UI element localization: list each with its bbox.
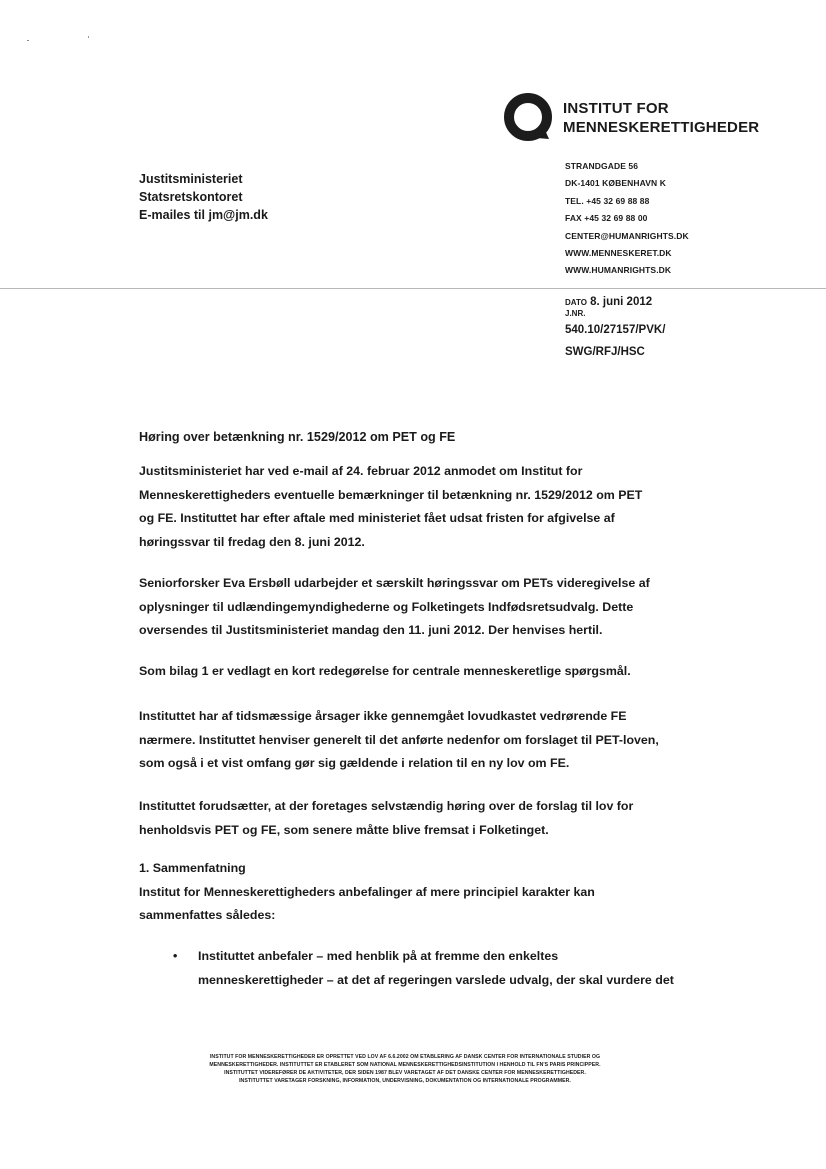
recipient-line: Statsretskontoret	[139, 190, 243, 204]
text-line: Som bilag 1 er vedlagt en kort redegørelse for centrale menneskeretlige spørgsmål.	[139, 664, 631, 678]
logo-line-1: INSTITUT FOR	[563, 100, 669, 117]
text-line: oplysninger til udlændingemyndighederne og Folketingets Indfødsretsudvalg. Dette	[139, 599, 634, 614]
footer-line: MENNESKERETTIGHEDER. INSTITUTTET ER ETABLERET SOM NATIONAL MENNESKERETTIGHEDSINSTITUTION I HENHOLD TIL FN'S PARIS PRINCIPPER.	[209, 1062, 601, 1068]
text-line: Institut for Menneskerettigheders anbefalinger af mere principiel karakter kan	[139, 884, 595, 899]
jnr-line-1: 540.10/27157/PVK/	[565, 324, 666, 336]
contact-city: DK-1401 KØBENHAVN K	[565, 178, 666, 189]
contact-website-1: WWW.MENNESKERET.DK	[565, 248, 672, 259]
text-line: sammenfattes således:	[139, 908, 276, 923]
subject-heading: Høring over betænkning nr. 1529/2012 om PET og FE	[139, 430, 456, 444]
contact-email: CENTER@HUMANRIGHTS.DK	[565, 230, 689, 241]
text-line: henholdsvis PET og FE, som senere måtte blive fremsat i Folketinget.	[139, 822, 549, 837]
paragraph-1	[139, 460, 642, 554]
logo-line-2: MENNESKERETTIGHEDER	[563, 119, 760, 136]
text-line: Justitsministeriet har ved e-mail af 24. februar 2012 anmodet om Institut for	[139, 464, 583, 478]
header-divider	[0, 288, 826, 289]
jnr-label: J.NR.	[565, 309, 586, 318]
contact-address: STRANDGADE 56	[565, 161, 639, 171]
bullet-dot-icon: •	[173, 949, 178, 963]
text-line: oversendes til Justitsministeriet mandag den 11. juni 2012. Der henvises hertil.	[139, 623, 603, 638]
recipient-line: E-mailes til jm@jm.dk	[139, 208, 268, 222]
recipient-line: Justitsministeriet	[139, 172, 243, 186]
scan-speck	[88, 36, 89, 38]
paragraph-3	[139, 660, 631, 684]
text-line: Instituttet forudsætter, at der foretages selvstændig høring over de forslag til lov for	[139, 799, 634, 813]
contact-info	[565, 158, 689, 280]
jnr-line-2: SWG/RFJ/HSC	[565, 346, 645, 358]
text-line: høringssvar til fredag den 8. juni 2012.	[139, 534, 365, 549]
section-1	[139, 857, 595, 928]
text-line: nærmere. Instituttet henviser generelt til det anførte nedenfor om forslaget til PET-loven,	[139, 732, 659, 747]
footer-line: INSTITUT FOR MENNESKERETTIGHEDER ER OPRETTET VED LOV AF 6.6.2002 OM ETABLERING AF DANSK CENTER FOR INTERNATIONALE STUDIER OG	[209, 1054, 601, 1060]
paragraph-5	[139, 795, 633, 842]
paragraph-4	[139, 705, 659, 776]
recipient-block	[139, 170, 268, 224]
footer-line: INSTITUTTET VIDEREFØRER DE AKTIVITETER, DER SIDEN 1987 BLEV VARETAGET AF DET DANSKE CENTER FOR MENNESKERETTIGHEDER.	[224, 1070, 586, 1076]
date-reference-block	[565, 293, 665, 361]
ring-logo-icon	[503, 92, 553, 142]
section-heading: 1. Sammenfatning	[139, 861, 246, 875]
contact-phone: TEL. +45 32 69 88 88	[565, 195, 650, 206]
contact-fax: FAX +45 32 69 88 00	[565, 213, 648, 224]
footer-line: INSTITUTTET VARETAGER FORSKNING, INFORMATION, UNDERVISNING, DOKUMENTATION OG INTERNATIONALE PROGRAMMER.	[239, 1078, 571, 1084]
text-line: menneskerettigheder – at det af regeringen varslede udvalg, der skal vurdere det	[198, 972, 674, 987]
paragraph-2	[139, 572, 650, 643]
contact-website-2: WWW.HUMANRIGHTS.DK	[565, 265, 672, 276]
text-line: Menneskerettigheders eventuelle bemærkninger til betænkning nr. 1529/2012 om PET	[139, 487, 643, 502]
footer-legal-text	[130, 1053, 680, 1085]
date-label: DATO	[565, 298, 587, 307]
scan-speck	[27, 40, 29, 41]
text-line: Seniorforsker Eva Ersbøll udarbejder et særskilt høringssvar om PETs videregivelse af	[139, 576, 650, 590]
text-line: Instituttet anbefaler – med henblik på at fremme den enkeltes	[198, 949, 559, 963]
text-line: Instituttet har af tidsmæssige årsager ikke gennemgået lovudkastet vedrørende FE	[139, 709, 627, 723]
text-line: og FE. Instituttet har efter aftale med ministeriet fået udsat fristen for afgivelse af	[139, 511, 615, 526]
text-line: som også i et vist omfang gør sig gældende i relation til en ny lov om FE.	[139, 756, 570, 771]
institute-logo	[503, 92, 773, 142]
date-value: 8. juni 2012	[590, 296, 653, 308]
